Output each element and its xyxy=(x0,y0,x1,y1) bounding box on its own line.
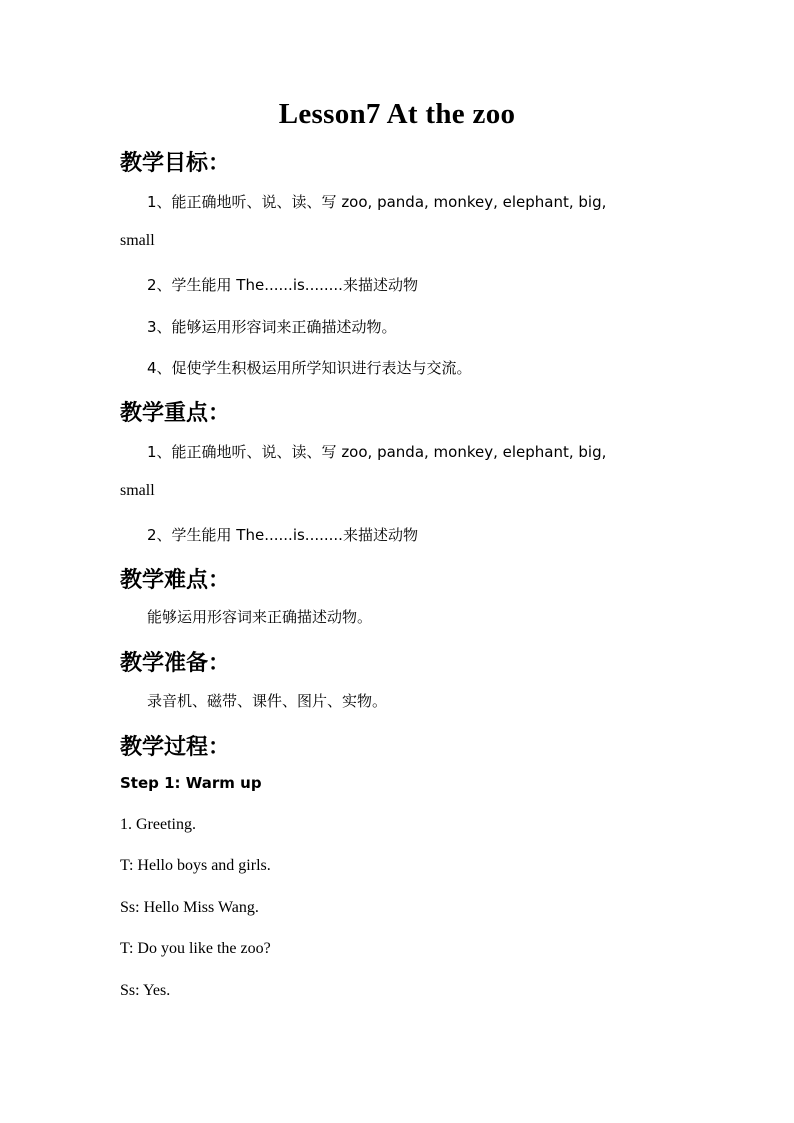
key-point-item-1-continued: small xyxy=(120,482,155,499)
objectives-heading: 教学目标： xyxy=(120,151,231,176)
process-line-students-answer: Ss: Yes. xyxy=(120,982,171,999)
process-line-teacher-hello: T: Hello boys and girls. xyxy=(120,857,271,874)
difficulties-heading: 教学难点： xyxy=(120,568,231,593)
preparation-item-1: 录音机、磁带、课件、图片、实物。 xyxy=(147,692,388,710)
process-line-teacher-question: T: Do you like the zoo? xyxy=(120,940,271,957)
objective-item-1-continued: small xyxy=(120,232,155,249)
objective-item-2: 2、学生能用 The......is........来描述动物 xyxy=(147,276,418,294)
process-line-students-hello: Ss: Hello Miss Wang. xyxy=(120,899,259,916)
process-heading: 教学过程： xyxy=(120,735,231,760)
preparation-heading: 教学准备： xyxy=(120,651,231,676)
step-1-heading: Step 1: Warm up xyxy=(120,774,262,792)
objective-item-3: 3、能够运用形容词来正确描述动物。 xyxy=(147,318,397,336)
page-title: Lesson7 At the zoo xyxy=(278,98,516,130)
objective-item-1: 1、能正确地听、说、读、写 zoo, panda, monkey, elephant, big, xyxy=(147,193,607,211)
objective-item-4: 4、促使学生积极运用所学知识进行表达与交流。 xyxy=(147,359,472,377)
key-point-item-2: 2、学生能用 The......is........来描述动物 xyxy=(147,526,418,544)
process-line-greeting: 1. Greeting. xyxy=(120,816,196,833)
difficulty-item-1: 能够运用形容词来正确描述动物。 xyxy=(147,608,373,626)
key-points-heading: 教学重点： xyxy=(120,401,231,426)
key-point-item-1: 1、能正确地听、说、读、写 zoo, panda, monkey, elephant, big, xyxy=(147,443,607,461)
